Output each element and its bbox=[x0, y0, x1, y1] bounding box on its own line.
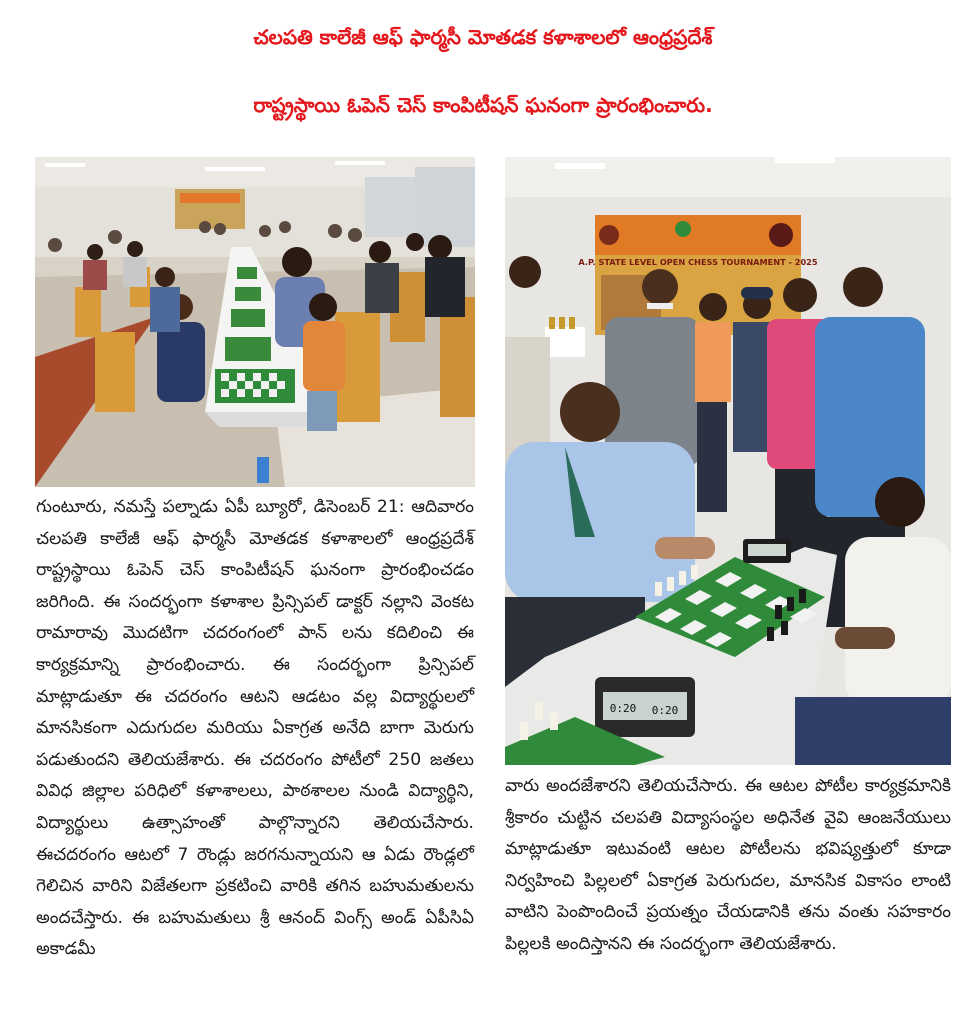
article-paragraph-left: గుంటూరు, నమస్తే పల్నాడు ఏపీ బ్యూరో, డిసెంబర్ 21: ఆదివారం చలపతి కాలేజీ ఆఫ్ ఫార్మసీ మోతడక కళాశాలలో ఆంధ్రప్రదేశ్ రాష్ట్రస్థాయి ఓపెన్ చెస్ కాంపిటీషన్ ఘనంగా ప్రారంభించడం జరిగింది. ఈ సందర్భంగా కళాశాల ప్రిన్సిపల్ డాక్టర్ నల్లాని వెంకట రామారావు మొదటిగా చదరంగంలో పాన్ లను కదిలించి ఈ కార్యక్రమాన్ని ప్రారంభించారు. ఈ సందర్భంగా ప్రిన్సిపల్ మాట్లాడుతూ ఈ చదరంగం ఆటని ఆడటం వల్ల విద్యార్థులలో మానసికంగా ఎదుగుదల మరియు ఏకాగ్రత అనేది బాగా మెరుగు పడుతుందని తెలియజేశారు. ఈ చదరంగం పోటీలో 250 జతలు వివిధ జిల్లాల పరిధిలో కళాశాలలు, పాఠశాలల నుండి విద్యార్థిని, విద్యార్థులు ఉత్సాహంతో పాల్గొన్నారని తెలియచేసారు. ఈచదరంగం ఆటలో 7 రౌండ్లు జరగనున్నాయని ఆ ఏడు రౌండ్లలో గెలిచిన వారిని విజేతలగా ప్రకటించి వారికి తగిన బహుమతులను అందచేస్తారు. ఈ బహుమతులు శ్రీ ఆనంద్ వింగ్స్ అండ్ ఏపీసిఏ అకాడమీ bbox=[36, 497, 474, 960]
clock-right-reading: 0:20 bbox=[651, 704, 679, 717]
article-paragraph-right: వారు అందజేశారని తెలియచేసారు. ఈ ఆటల పోటీల కార్యక్రమానికి శ్రీకారం చుట్టిన చలపతి విద్యాసంస్థల అధినేత వైవి ఆంజనేయులు మాట్లాడుతూ ఇటువంటి ఆటల పోటీలను భవిష్యత్తులో కూడా నిర్వహించి పిల్లలలో ఏకాగ్రత పెరుగుదల, మానసిక వికాసం లాంటి వాటిని పెంపొందించే ప్రయత్నం చేయడానికి తను వంతు సహకారం పిల్లలకి అందిస్తానని ఈ సందర్భంగా తెలియజేశారు. bbox=[505, 776, 951, 954]
headline-line-2: రాష్ట్రస్థాయి ఓపెన్ చెస్ కాంపిటీషన్ ఘనంగా ప్రారంభించారు. bbox=[253, 93, 713, 117]
headline-line-1: చలపతి కాలేజీ ఆఫ్ ఫార్మసీ మోతడక కళాశాలలో ఆంధ్రప్రదేశ్ bbox=[253, 25, 713, 49]
article-column-right bbox=[505, 771, 951, 961]
clock-left-reading: 0:20 bbox=[609, 702, 637, 715]
banner-title: A.P. STATE LEVEL OPEN CHESS TOURNAMENT - 2025 bbox=[578, 257, 818, 267]
photo-chess-hall bbox=[35, 157, 475, 487]
photo-inauguration-move bbox=[505, 157, 951, 765]
article-column-left bbox=[36, 492, 474, 966]
